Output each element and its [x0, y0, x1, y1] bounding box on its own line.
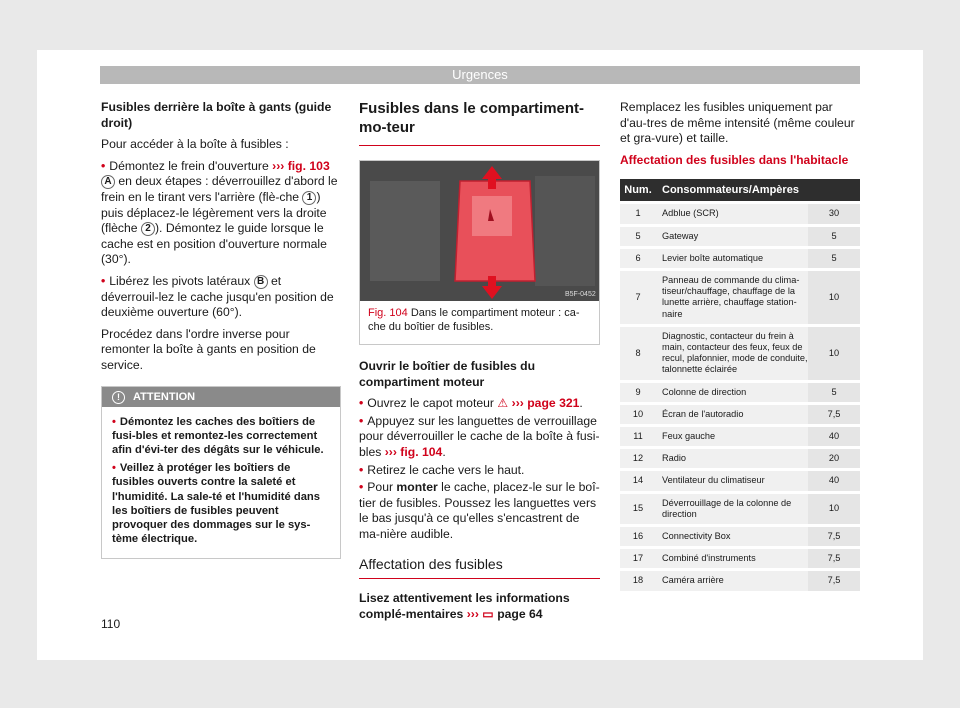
cell-num: 8: [620, 327, 656, 380]
attention-item: • Veillez à protéger les boîtiers de fusibles ouverts contre la saleté et l'humidité. La sale-té et l'humidité dans les boîtiers de fusibles peuvent provoquer des dommages sur le sys-tème électrique.: [112, 462, 320, 546]
table-row: [620, 494, 860, 524]
cell-cons: Adblue (SCR): [656, 204, 808, 223]
cell-num: 15: [620, 494, 656, 524]
engine-compartment-image: [360, 161, 599, 301]
outro-text: Procédez dans l'ordre inverse pour remonter la boîte à gants en position de service.: [101, 326, 316, 372]
cell-amp: 10: [808, 494, 860, 524]
column-3: [620, 100, 860, 594]
cell-num: 14: [620, 471, 656, 490]
cell-cons: Colonne de direction: [656, 383, 808, 402]
section-heading: Fusibles derrière la boîte à gants (guide droit): [101, 100, 332, 130]
table-row: [620, 427, 860, 446]
column-header-num: Num.: [620, 179, 656, 201]
cell-amp: 20: [808, 449, 860, 468]
attention-header: ! ATTENTION: [102, 387, 340, 407]
figure-link[interactable]: ››› fig. 103: [272, 158, 330, 173]
cell-amp: 10: [808, 271, 860, 324]
table-row: [620, 471, 860, 490]
cell-amp: 5: [808, 249, 860, 268]
table-row: [620, 204, 860, 223]
table-row: [620, 327, 860, 380]
marker-b: B: [254, 275, 268, 289]
intro-text: Remplacez les fusibles uniquement par d'au-tres de même intensité (même couleur et gra-vure) et taille.: [620, 100, 855, 146]
cell-amp: 40: [808, 427, 860, 446]
cell-num: 12: [620, 449, 656, 468]
cell-amp: 7,5: [808, 571, 860, 590]
page-link[interactable]: ››› page 321: [511, 396, 580, 411]
bullet-item: • Pour monter le cache, placez-le sur le boî-tier de fusibles. Poussez les languettes vers le bas jusqu'à ce qu'elles s'encastrent de ma-nière audible.: [359, 480, 600, 541]
column-2: [359, 100, 600, 628]
cell-cons: Diagnostic, contacteur du frein à main, contacteur des feux, feux de recul, plafonnier, mode de conduite, talonnette éclairée: [656, 327, 808, 380]
cell-cons: Panneau de commande du clima-tiseur/chauffage, chauffage de la lunette arrière, chauffage station-naire: [656, 271, 808, 324]
cell-num: 10: [620, 405, 656, 424]
cell-num: 18: [620, 571, 656, 590]
cell-cons: Radio: [656, 449, 808, 468]
figure-104: [359, 160, 600, 345]
cell-cons: Combiné d'instruments: [656, 549, 808, 568]
marker-2: 2: [141, 222, 155, 236]
marker-1: 1: [302, 191, 316, 205]
table-row: [620, 227, 860, 246]
marker-a: A: [101, 175, 115, 189]
cell-cons: Feux gauche: [656, 427, 808, 446]
cell-amp: 5: [808, 383, 860, 402]
cell-amp: 5: [808, 227, 860, 246]
bullet-item: • Retirez le cache vers le haut.: [359, 462, 525, 477]
table-row: [620, 271, 860, 324]
table-row: [620, 449, 860, 468]
cell-num: 1: [620, 204, 656, 223]
cell-amp: 7,5: [808, 527, 860, 546]
cell-amp: 7,5: [808, 549, 860, 568]
cell-cons: Ventilateur du climatiseur: [656, 471, 808, 490]
bullet-item: • Ouvrez le capot moteur ⚠ ››› page 321.: [359, 396, 583, 411]
cell-num: 16: [620, 527, 656, 546]
bullet-item: • Démontez le frein d'ouverture ››› fig. 103 A en deux étapes : déverrouillez d'abord le frein en le tirant vers l'arrière (flè-che 1 ) puis déplacez-le légèrement vers la droite (flèche 2 ). Démontez le guide lorsque le cache est en position d'ouverture normale (30°).: [101, 158, 338, 267]
figure-link[interactable]: ››› fig. 104: [384, 444, 443, 459]
section-heading-2: Affectation des fusibles: [359, 557, 600, 580]
cell-cons: Caméra arrière: [656, 571, 808, 590]
cell-num: 5: [620, 227, 656, 246]
svg-text:B5F-0452: B5F-0452: [565, 291, 596, 298]
warning-icon: !: [112, 391, 125, 404]
cell-cons: Levier boîte automatique: [656, 249, 808, 268]
cell-amp: 7,5: [808, 405, 860, 424]
cell-cons: Gateway: [656, 227, 808, 246]
warning-triangle-icon: ⚠: [497, 396, 509, 411]
cell-cons: Déverrouillage de la colonne de direction: [656, 494, 808, 524]
section-heading: Fusibles dans le compartiment-mo-teur: [359, 100, 600, 146]
figure-caption: Fig. 104 Dans le compartiment moteur : ca-che du boîtier de fusibles.: [368, 307, 580, 333]
attention-box: [101, 386, 341, 560]
cell-amp: 40: [808, 471, 860, 490]
table-row: [620, 249, 860, 268]
fuse-box-illustration: [360, 161, 599, 301]
bullet-item: • Appuyez sur les languettes de verrouillage pour déverrouiller le cache de la boîte à fusi-bles ››› fig. 104.: [359, 413, 600, 459]
cell-num: 7: [620, 271, 656, 324]
table-row: [620, 405, 860, 424]
cell-num: 17: [620, 549, 656, 568]
cell-num: 9: [620, 383, 656, 402]
page-link[interactable]: page 64: [497, 606, 543, 621]
bullet-icon: •: [101, 158, 106, 173]
table-row: [620, 571, 860, 590]
subheading: Ouvrir le boîtier de fusibles du compartiment moteur: [359, 359, 536, 389]
table-row: [620, 383, 860, 402]
cell-amp: 30: [808, 204, 860, 223]
column-1: [101, 100, 341, 559]
section-header: Urgences: [100, 66, 860, 84]
book-icon: ▭: [482, 606, 494, 621]
cell-cons: Connectivity Box: [656, 527, 808, 546]
cell-amp: 10: [808, 327, 860, 380]
attention-body: [102, 407, 340, 559]
attention-item: • Démontez les caches des boîtiers de fusi-bles et remontez-les correctement afin d'évi-ter des dégâts sur le véhicule.: [112, 415, 324, 456]
cell-num: 11: [620, 427, 656, 446]
table-row: [620, 527, 860, 546]
cell-cons: Écran de l'autoradio: [656, 405, 808, 424]
bullet-icon: •: [101, 273, 106, 288]
table-row: [620, 549, 860, 568]
column-header-consumers: Consommateurs/Ampères: [656, 179, 860, 201]
fuse-table: [620, 176, 860, 593]
bullet-item: • Libérez les pivots latéraux B et déverrouil-lez le cache jusqu'en position de deuxième ouverture (60°).: [101, 273, 334, 320]
intro-text: Pour accéder à la boîte à fusibles :: [101, 137, 289, 152]
cell-num: 6: [620, 249, 656, 268]
table-title: Affectation des fusibles dans l'habitacle: [620, 152, 849, 167]
read-info: Lisez attentivement les informations complé-mentaires ››› ▭ page 64: [359, 591, 570, 621]
page-number: 110: [101, 617, 121, 631]
